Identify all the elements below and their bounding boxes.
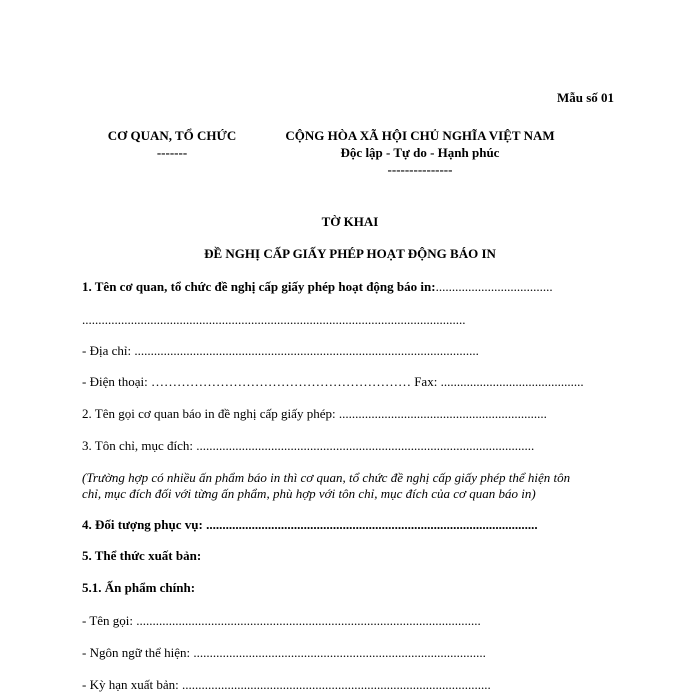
nation-motto: Độc lập - Tự do - Hạnh phúc	[340, 145, 500, 160]
name-line: - Tên gọi: ..........................................................................................................	[82, 613, 481, 628]
document-title: TỜ KHAI	[321, 214, 379, 229]
section-1-label: 1. Tên cơ quan, tổ chức đề nghị cấp giấy phép hoạt động báo in:	[82, 279, 436, 294]
note-line-1: (Trường hợp có nhiều ấn phẩm báo in thì cơ quan, tổ chức đề nghị cấp giấy phép thể hiện tôn	[82, 470, 571, 485]
language-line: - Ngôn ngữ thể hiện: ..........................................................................................	[82, 645, 486, 660]
section-2-line: 2. Tên gọi cơ quan báo in đề nghị cấp giấy phép: ................................................................	[82, 406, 547, 421]
address-line: - Địa chỉ: ..........................................................................................................	[82, 343, 479, 358]
section-4-line: 4. Đối tượng phục vụ: ......................................................................................................	[82, 517, 538, 532]
note-line-2: chỉ, mục đích đối với từng ấn phẩm, phù hợp với tôn chỉ, mục đích của cơ quan báo in)	[82, 486, 536, 501]
section-5-1-heading: 5.1. Ấn phẩm chính:	[82, 580, 196, 595]
nation-rule: ---------------	[387, 162, 453, 177]
period-line: - Kỳ hạn xuất bản: ...............................................................................................	[82, 677, 491, 692]
section-1-line	[82, 279, 553, 295]
section-1-continuation: ......................................................................................................................	[82, 312, 466, 327]
nation-title: CỘNG HÒA XÃ HỘI CHỦ NGHĨA VIỆT NAM	[285, 128, 555, 143]
phone-fax-line: - Điện thoại: …………………………………………………… Fax: ............................................	[82, 374, 584, 389]
section-5-heading: 5. Thể thức xuất bản:	[82, 548, 202, 563]
form-number: Mẫu số 01	[557, 90, 615, 105]
section-1-dots: ....................................	[435, 279, 553, 294]
agency-rule: -------	[156, 145, 188, 160]
document-subtitle: ĐỀ NGHỊ CẤP GIẤY PHÉP HOẠT ĐỘNG BÁO IN	[204, 246, 496, 261]
section-3-line: 3. Tôn chỉ, mục đích: ........................................................................................................	[82, 438, 535, 453]
agency-title: CƠ QUAN, TỔ CHỨC	[107, 128, 237, 143]
